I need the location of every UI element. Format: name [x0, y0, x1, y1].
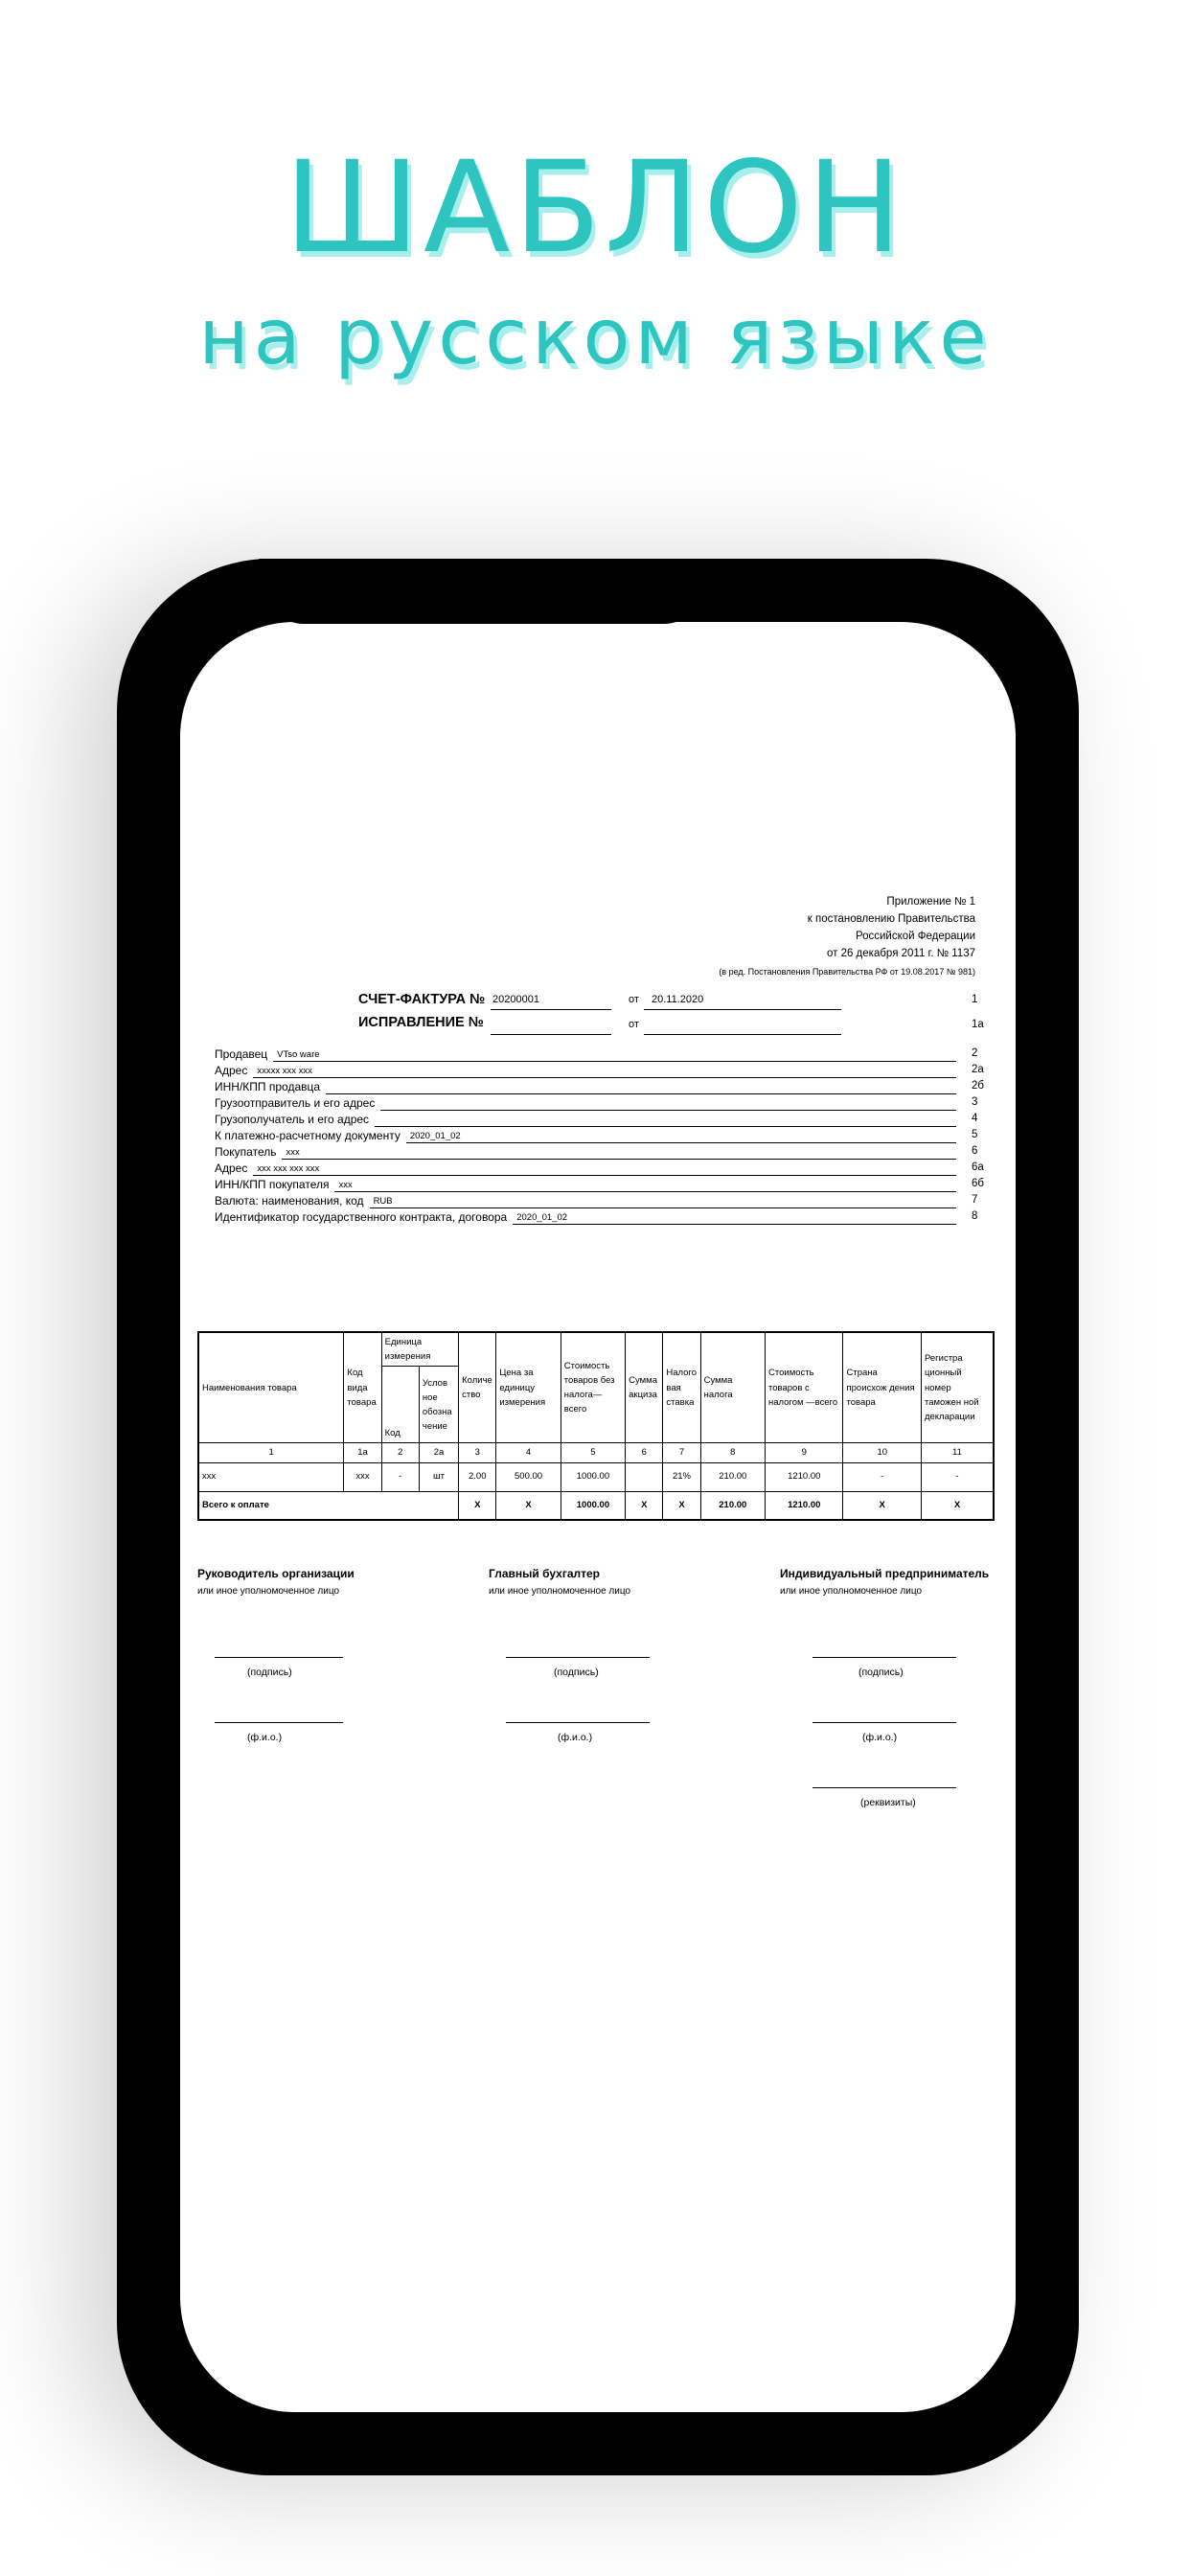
column-number: 7 — [663, 1443, 700, 1462]
field-label: Идентификатор государственного контракта, договора — [215, 1210, 508, 1224]
signature-caption: (подпись) — [554, 1667, 599, 1678]
table-cell: шт — [419, 1462, 458, 1491]
table-cell: 2.00 — [459, 1462, 496, 1491]
field-label: Грузоотправитель и его адрес — [215, 1096, 376, 1110]
correction-title: ИСПРАВЛЕНИЕ № — [358, 1015, 484, 1030]
invoice-from-label: от — [629, 994, 639, 1005]
row-number: 1а — [972, 1019, 984, 1030]
col-header-kind-code: Код вида товара — [344, 1332, 381, 1443]
total-qty: X — [459, 1491, 496, 1520]
row-number: 5 — [972, 1129, 978, 1140]
col-header-name: Наименования товара — [198, 1332, 344, 1443]
row-number: 2б — [972, 1080, 984, 1092]
column-number: 8 — [700, 1443, 765, 1462]
column-number: 5 — [561, 1443, 625, 1462]
column-number: 1а — [344, 1443, 381, 1462]
row-number: 2а — [972, 1064, 984, 1075]
total-cost-no-tax: 1000.00 — [561, 1491, 625, 1520]
reference-note: (в ред. Постановления Правительства РФ от 19.08.2017 № 981) — [719, 967, 975, 977]
col-header-qty: Количе ство — [459, 1332, 496, 1443]
col-header-unit-code: Код — [381, 1367, 419, 1443]
field-underline — [406, 1142, 956, 1143]
table-cell: 1210.00 — [766, 1462, 843, 1491]
field-underline — [380, 1110, 956, 1111]
headline-language: на русском языке — [198, 292, 992, 381]
total-row — [198, 1491, 994, 1520]
signature-line — [812, 1787, 956, 1788]
field-label: К платежно-расчетному документу — [215, 1129, 400, 1142]
field-underline — [326, 1093, 956, 1094]
col-header-tax-rate: Налого вая ставка — [663, 1332, 700, 1443]
invoice-number: 20200001 — [492, 994, 539, 1005]
field-underline — [282, 1159, 956, 1160]
total-label: Всего к оплате — [198, 1491, 459, 1520]
row-number: 1 — [972, 994, 978, 1005]
field-label: Покупатель — [215, 1145, 277, 1159]
table-cell: 21% — [663, 1462, 700, 1491]
row-number: 7 — [972, 1194, 978, 1206]
field-underline — [375, 1126, 956, 1127]
signature-caption: (подпись) — [247, 1667, 292, 1678]
table-row — [198, 1462, 994, 1491]
total-country: X — [843, 1491, 921, 1520]
sig-sub-entrepreneur: или иное уполномоченное лицо — [780, 1586, 923, 1597]
column-number: 10 — [843, 1443, 921, 1462]
signature-line — [215, 1722, 343, 1723]
details-caption: (реквизиты) — [860, 1797, 916, 1808]
row-number: 6 — [972, 1145, 978, 1157]
reference-line-2: к постановлению Правительства — [807, 913, 975, 925]
total-cost-with-tax: 1210.00 — [766, 1491, 843, 1520]
col-header-unit: Единица измерения — [381, 1332, 458, 1367]
sig-head-entrepreneur: Индивидуальный предприниматель — [780, 1567, 990, 1580]
correction-from-label: от — [629, 1019, 639, 1030]
total-tax-rate: X — [663, 1491, 700, 1520]
invoice-document — [180, 622, 1016, 2412]
table-cell: xxx — [344, 1462, 381, 1491]
name-caption: (ф.и.о.) — [862, 1732, 898, 1743]
field-value: 2020_01_02 — [409, 1131, 461, 1141]
column-number: 6 — [626, 1443, 663, 1462]
col-header-cost-no-tax: Стоимость товаров без налога— всего — [561, 1332, 625, 1443]
field-underline — [334, 1191, 956, 1192]
table-cell: - — [381, 1462, 419, 1491]
col-header-cost-with-tax: Стоимость товаров с налогом —всего — [766, 1332, 843, 1443]
col-header-tax-sum: Сумма налога — [700, 1332, 765, 1443]
field-value: VTso ware — [277, 1049, 320, 1060]
sig-head-accountant: Главный бухгалтер — [489, 1567, 601, 1580]
col-header-country: Страна происхож дения товара — [843, 1332, 921, 1443]
field-value: RUB — [373, 1196, 393, 1207]
total-customs: X — [921, 1491, 994, 1520]
column-number: 2а — [419, 1443, 458, 1462]
field-underline — [253, 1175, 956, 1176]
signature-caption: (подпись) — [858, 1667, 904, 1678]
field-label: Адрес — [215, 1162, 248, 1175]
signature-line — [506, 1722, 650, 1723]
row-number: 2 — [972, 1047, 978, 1059]
column-number: 3 — [459, 1443, 496, 1462]
column-number: 9 — [766, 1443, 843, 1462]
row-number: 6б — [972, 1178, 984, 1189]
invoice-date: 20.11.2020 — [652, 994, 704, 1005]
total-tax-sum: 210.00 — [700, 1491, 765, 1520]
table-cell: 1000.00 — [561, 1462, 625, 1491]
name-caption: (ф.и.о.) — [247, 1732, 283, 1743]
field-label: Валюта: наименования, код — [215, 1194, 364, 1208]
field-label: ИНН/КПП продавца — [215, 1080, 321, 1093]
phone-frame — [117, 559, 1079, 2475]
row-number: 6а — [972, 1162, 984, 1173]
column-number: 4 — [496, 1443, 561, 1462]
column-numbers-row — [198, 1443, 994, 1462]
field-value: xxx — [338, 1180, 353, 1190]
signature-line — [812, 1722, 956, 1723]
name-caption: (ф.и.о.) — [558, 1732, 593, 1743]
field-value: xxx — [286, 1147, 300, 1158]
total-excise: X — [626, 1491, 663, 1520]
invoice-title: СЧЕТ-ФАКТУРА № — [358, 992, 486, 1007]
col-header-customs: Регистра ционный номер таможен ной декларации — [921, 1332, 994, 1443]
column-number: 2 — [381, 1443, 419, 1462]
signature-line — [506, 1657, 650, 1658]
field-label: Адрес — [215, 1064, 248, 1077]
phone-notch — [259, 559, 709, 624]
field-underline — [273, 1061, 956, 1062]
table-cell: 500.00 — [496, 1462, 561, 1491]
table-cell: xxx — [198, 1462, 344, 1491]
field-label: Продавец — [215, 1047, 268, 1061]
row-number: 3 — [972, 1096, 978, 1108]
phone-screen — [180, 622, 1016, 2412]
reference-line-1: Приложение № 1 — [886, 896, 975, 908]
table-cell: - — [921, 1462, 994, 1491]
total-price: X — [496, 1491, 561, 1520]
row-number: 8 — [972, 1210, 978, 1222]
col-header-excise: Сумма акциза — [626, 1332, 663, 1443]
field-label: Грузополучатель и его адрес — [215, 1113, 370, 1126]
field-label: ИНН/КПП покупателя — [215, 1178, 330, 1191]
field-value: xxxxx xxx xxx — [257, 1066, 312, 1076]
field-value: 2020_01_02 — [516, 1212, 568, 1223]
sig-sub-accountant: или иное уполномоченное лицо — [489, 1586, 631, 1597]
col-header-price: Цена за единицу измерения — [496, 1332, 561, 1443]
headline-template: ШАБЛОН — [284, 134, 906, 282]
signature-line — [812, 1657, 956, 1658]
reference-line-4: от 26 декабря 2011 г. № 1137 — [826, 948, 975, 959]
table-cell: - — [843, 1462, 921, 1491]
table-cell — [626, 1462, 663, 1491]
field-underline — [253, 1077, 956, 1078]
field-underline — [513, 1224, 956, 1225]
field-value: xxx xxx xxx xxx — [257, 1163, 320, 1174]
col-header-unit-label: Услов ное обозна чение — [419, 1367, 458, 1443]
sig-head-director: Руководитель организации — [197, 1567, 355, 1580]
goods-table — [197, 1331, 995, 1521]
table-cell: 210.00 — [700, 1462, 765, 1491]
column-number: 11 — [921, 1443, 994, 1462]
row-number: 4 — [972, 1113, 978, 1124]
sig-sub-director: или иное уполномоченное лицо — [197, 1586, 340, 1597]
signature-line — [215, 1657, 343, 1658]
column-number: 1 — [198, 1443, 344, 1462]
reference-line-3: Российской Федерации — [855, 931, 975, 942]
